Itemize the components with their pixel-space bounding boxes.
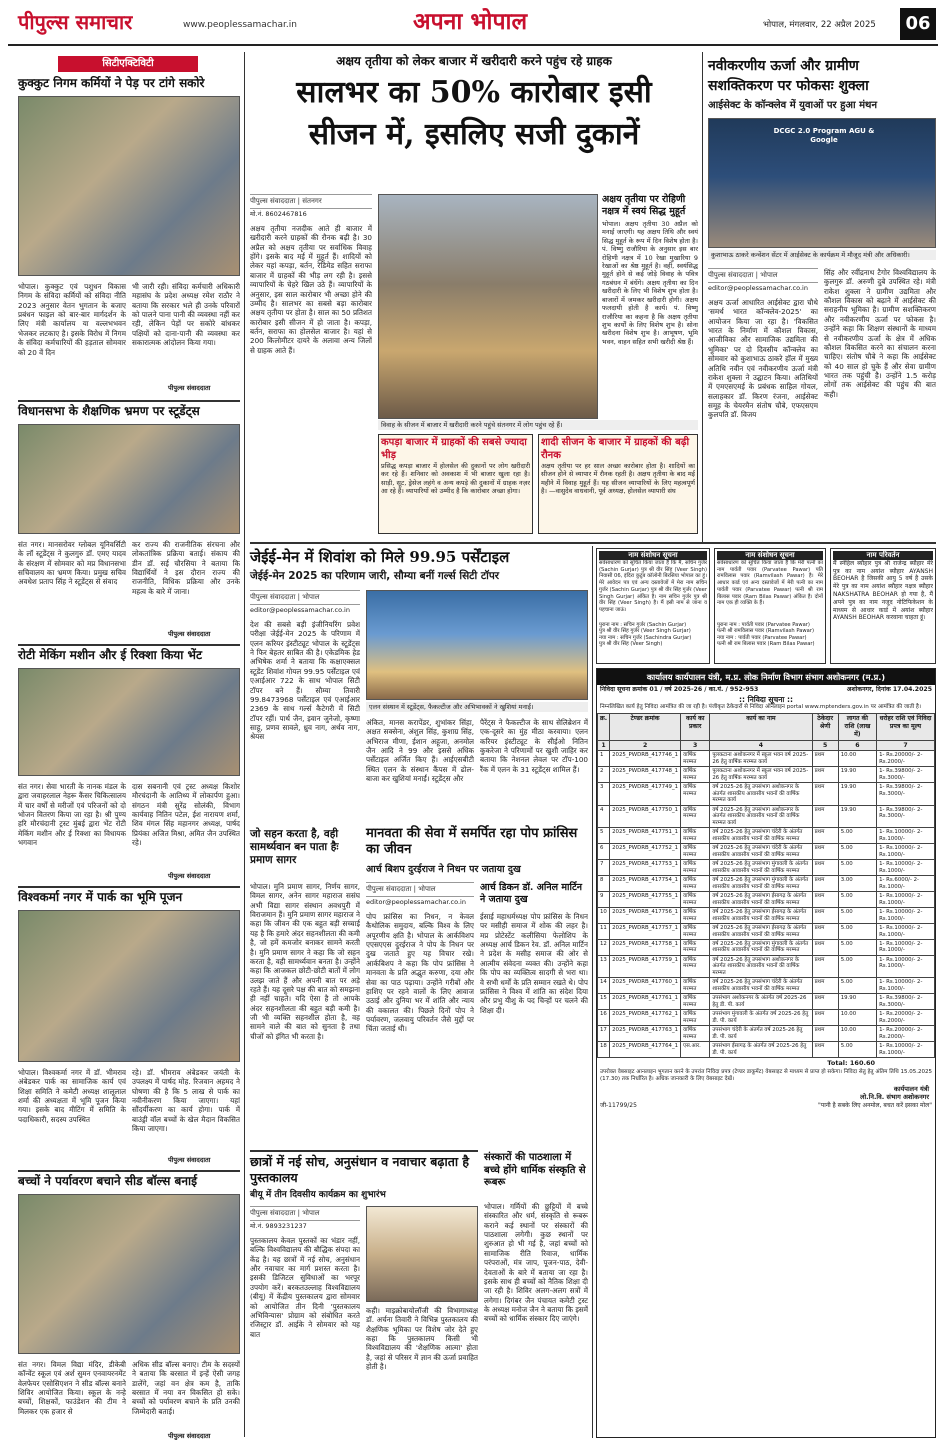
jee-col2: अंकित, मानस करापेंडर, शुभांकर सिंहा, अक्षत सक्सेना, अंशुल सिंह, कुशाग्र सिंह, अभिराज मीणा, ईशान अहूजा, अनमोल जैन आदि ने 99 और इससे अधिक पर्सेंटाइल अर्जित किए हैं। आईएसबीटी स्थित एलन के संस्थान कैंपस में ढोल-बाजा कर खुशियां मनाईं। स्टूडेंट्स और xyxy=(366,718,474,784)
library-mobile: मो.नं. 9893231237 xyxy=(250,1222,307,1230)
section-title: अपना भोपाल xyxy=(413,8,528,35)
table-cell: प्रथम xyxy=(812,939,838,955)
table-cell: 4 xyxy=(598,805,610,827)
pope-byline: पीपुल्स संवाददाता | भोपाल xyxy=(366,882,474,897)
table-cell: प्रथम xyxy=(812,1010,838,1026)
story-4-photo xyxy=(18,910,240,1062)
lead-story xyxy=(250,54,698,538)
sanskar-story xyxy=(484,1152,588,1438)
table-cell: 2025_PWDRB_417761_1 xyxy=(610,994,681,1010)
tender-bottom xyxy=(597,1102,935,1110)
table-cell: वर्ष 2025-26 हेतु उपसंभाग ईसागढ़ के अंतर्गत शासकीय आवासीय भवनों की वार्षिक मरम्मत xyxy=(710,924,812,940)
table-cell: 12 xyxy=(598,939,610,955)
renewable-title-1: नवीकरणीय ऊर्जा और ग्रामीण xyxy=(708,58,859,74)
lead-sub1 xyxy=(378,434,533,534)
notice-2-body: सर्वसाधारण को सूचित किया जाता है कि मेरी पत्नी का नाम पार्वती पवार (Parvatee Pawar) पति रामविलास पवार (Ramvilash Pawar) है। मेरे आधार कार्ड एवं अन्य दस्तावेजों में मेरी पत्नी का नाम पार्वती पवार (Parvatee Pawar) पत्नी श्री राम बिलास पवार (Ram Bilas Pawar) अंकित है। दोनों नाम एक ही व्यक्ति के हैं। xyxy=(717,559,823,607)
table-cell: वार्षिक मरम्मत xyxy=(681,978,710,994)
jee-byline: पीपुल्स संवाददाता | भोपाल xyxy=(250,590,360,605)
jee-subtitle: जेईई-मेन 2025 का परिणाम जारी, सौम्या बनीं गर्ल्स सिटी टॉपर xyxy=(250,570,500,582)
table-cell: पुलकटाना अशोकनगर में स्कूल भवन वर्ष 2025-26 हेतु वार्षिक मरम्मत कार्य xyxy=(710,767,812,783)
table-cell: प्रथम xyxy=(812,805,838,827)
table-row xyxy=(598,828,935,844)
table-cell: उपसंभाग ईसागढ़ के अंतर्गत वर्ष 2025-26 हेतु डी. पी. कार्य xyxy=(710,1042,812,1058)
table-cell: 2025_PWDRB_417763_1 xyxy=(610,1026,681,1042)
table-column-number: 3 xyxy=(681,740,710,751)
table-cell: 19.90 xyxy=(838,783,876,805)
table-cell: वर्ष 2025-26 हेतु उपसंभाग मुंगावली के अंतर्गत शासकीय आवासीय भवनों की वार्षिक मरम्मत xyxy=(710,860,812,876)
library-title: छात्रों में नई सोच, अनुसंधान व नवाचार बढ़ाता है पुस्तकालय xyxy=(250,1154,470,1185)
table-cell: 2025_PWDRB_417750_1 xyxy=(610,805,681,827)
notice-2-line: पुराना नाम : पार्वती पवार (Parvatee Pawar) xyxy=(717,621,810,628)
table-cell: 14 xyxy=(598,978,610,994)
table-cell: वार्षिक मरम्मत xyxy=(681,844,710,860)
table-cell: उपसंभाग मुंगावली के अंतर्गत वर्ष 2025-26 हेतु डी. पी. कार्य xyxy=(710,1010,812,1026)
story-5-photo xyxy=(18,1194,240,1354)
tender-notice xyxy=(596,668,936,1438)
table-header: कार्य का प्रकार xyxy=(681,714,710,740)
table-cell: प्रथम xyxy=(812,1042,838,1058)
divider xyxy=(18,886,240,888)
lead-kicker: अक्षय तृतीया को लेकर बाजार में खरीदारी करने पहुंच रहे ग्राहक xyxy=(336,54,612,68)
lead-side-title: अक्षय तृतीया पर रोहिणी नक्षत्र में स्वयं सिद्ध मुहूर्त xyxy=(602,194,686,217)
tender-total-row xyxy=(597,1058,935,1068)
renewable-col2: सिंह और रवींद्रनाथ टैगोर विश्वविद्यालय के कुलगुरु डॉ. अरुणी दुबे उपस्थित रहे। मंत्री राकेश शुक्ला ने ग्रामीण उद्यमिता और कौशल विकास को बढ़ाने में आईसेक्ट की सराहनीय भूमिका है। ग्रामीण सशक्तिकरण और नवीकरणीय ऊर्जा पर फोकस है। उन्होंने कहा कि शिक्षण संस्थानों के माध्यम से नवीकरणीय ऊर्जा के क्षेत्र में अधिक कौशल विकसित करने का संचालन करना चाहिए। संतोष चौबे ने कहा कि आईसेक्ट को 40 साल हो चुके हैं और सेवा ग्रामीण भारत तक पहुंची है। उन्होंने 1.5 करोड़ लोगों तक आईसेक्ट की पहुंच की बात कही। xyxy=(824,268,936,399)
story-2-col2: कर राज्य की राजनीतिक संरचना और लोकतांत्रिक प्रक्रिया बताई। संकाय की डीन डॉ. सई चौरसिया ने बताया कि विद्यार्थियों ने इस दौरान राज्य की राजनीति, विधिक प्रक्रिया और उनके महत्व के बारे में जाना। xyxy=(132,540,240,596)
notice-1-line: पुत्र श्री वीर सिंह (Veer Singh) xyxy=(599,641,663,648)
renewable-story xyxy=(708,54,936,540)
table-cell: 2025_PWDRB_417759_1 xyxy=(610,955,681,977)
table-cell: 2025_PWDRB_417753_1 xyxy=(610,860,681,876)
table-row xyxy=(598,908,935,924)
table-cell: 1- Rs.10000/- 2- Rs.1000/- xyxy=(877,908,935,924)
table-cell: 5.00 xyxy=(838,978,876,994)
table-cell: प्रथम xyxy=(812,955,838,977)
table-cell: 10.00 xyxy=(838,751,876,767)
table-row xyxy=(598,994,935,1010)
table-cell: 1- Rs.10000/- 2- Rs.1000/- xyxy=(877,844,935,860)
table-row xyxy=(598,892,935,908)
table-row xyxy=(598,1026,935,1042)
lead-headline-2: सीजन में, इसलिए सजी दुकानें xyxy=(308,117,640,152)
library-subtitle: बीयू में तीन दिवसीय कार्यक्रम का शुभारंभ xyxy=(250,1190,386,1200)
pope-subtitle: आर्च बिशप दुरईराज ने निधन पर जताया दुख xyxy=(366,864,521,875)
table-cell: वार्षिक मरम्मत xyxy=(681,1010,710,1026)
lead-headline-1: सालभर का 50% कारोबार इसी xyxy=(296,75,652,110)
table-row xyxy=(598,1042,935,1058)
table-cell: वर्ष 2025-26 हेतु उपसंभाग चंदेरी के अंतर्गत शासकीय आवासीय भवनों की वार्षिक मरम्मत xyxy=(710,978,812,994)
notice-2-line: पत्नी श्री राम बिलास पवार (Ram Bilas Pawar) xyxy=(717,641,815,648)
library-byline: पीपुल्स संवाददाता | भोपाल xyxy=(250,1206,360,1221)
table-cell: वार्षिक मरम्मत xyxy=(681,924,710,940)
renewable-caption: कुशाभाऊ ठाकरे कन्वेंशन सेंटर में आईसेक्ट के कार्यक्रम में मौजूद मंत्री और अधिकारी। xyxy=(708,250,936,260)
table-cell: 10.00 xyxy=(838,1010,876,1026)
table-header: धरोहर राशि एवं निविदा प्रपत्र का मूल्य xyxy=(877,714,935,740)
table-cell: 5.00 xyxy=(838,860,876,876)
lead-byline: पीपुल्स संवाददाता | संतनगर xyxy=(250,194,372,209)
table-cell: प्रथम xyxy=(812,908,838,924)
tender-date: अशोकनगर, दिनांक 17.04.2025 xyxy=(846,686,932,694)
table-cell: वार्षिक मरम्मत xyxy=(681,767,710,783)
renewable-photo xyxy=(708,118,936,248)
tender-meta xyxy=(597,685,935,695)
table-cell: 1- Rs.10000/- 2- Rs.1000/- xyxy=(877,860,935,876)
table-cell: प्रथम xyxy=(812,924,838,940)
table-cell: वार्षिक मरम्मत xyxy=(681,994,710,1010)
table-column-number: 1 xyxy=(598,740,610,751)
table-cell: वर्ष 2025-26 हेतु उपसंभाग चंदेरी के अंतर्गत शासकीय आवासीय भवनों की वार्षिक मरम्मत xyxy=(710,828,812,844)
table-cell: 2025_PWDRB_417756_1 xyxy=(610,908,681,924)
sagar-title: जो सहन करता है, वही सामर्थ्यवान बन पाता हैः प्रमाण सागर xyxy=(250,828,339,867)
renewable-col1: अक्षय ऊर्जा आधारित आईसेक्ट द्वारा चौथे 'समर्थ भारत कॉन्क्लेव-2025' का आयोजन किया जा रहा है। 'विकसित भारत के निर्माण में कौशल विकास, आजीविका और सामाजिक उद्यमिता की भूमिका' पर दो दिवसीय कॉन्क्लेव का सोमवार को कुशाभाऊ ठाकरे हॉल में मुख्य अतिथि नवीन एवं नवीकरणीय ऊर्जा मंत्री राकेश शुक्ला ने उद्घाटन किया। अतिथियों में एमएसएमई के प्रबंधक साहिल गोयल, सलाहकार डॉ. किरण रंजना, आईसेक्ट समूह के चेयरमैन संतोष चौबे, एफएसएम कुलपति डॉ. विजय xyxy=(708,298,818,420)
table-cell: वार्षिक मरम्मत xyxy=(681,751,710,767)
table-cell: 2025_PWDRB_417762_1 xyxy=(610,1010,681,1026)
notice-2-title: नाम संशोधन सूचना xyxy=(717,551,823,560)
table-cell: 5.00 xyxy=(838,892,876,908)
table-row xyxy=(598,955,935,977)
table-row xyxy=(598,767,935,783)
table-cell: 1- Rs.10000/- 2- Rs.1000/- xyxy=(877,924,935,940)
table-column-number: 4 xyxy=(710,740,812,751)
table-cell: प्रथम xyxy=(812,860,838,876)
story-5-byline: पीपुल्स संवाददाता xyxy=(168,1432,211,1440)
tender-dept: कार्यालय कार्यपालन यंत्री, म.प्र. लोक निर्माण विभाग संभाग अशोकनगर (म.प्र.) xyxy=(597,669,935,685)
tender-total-label: Total: xyxy=(827,1059,848,1068)
table-cell: 1- Rs.10000/- 2- Rs.1000/- xyxy=(877,1042,935,1058)
table-cell: 1- Rs.10000/- 2- Rs.1000/- xyxy=(877,978,935,994)
table-row xyxy=(598,751,935,767)
signature-line-2: लो.नि.वि. संभाग अशोकनगर xyxy=(860,1093,929,1102)
jee-col1: देश की सबसे बड़ी इंजीनियरिंग प्रवेश परीक्षा जेईई-मेन 2025 के परिणाम में एलन करियर इंस्टीट्यूट भोपाल के स्टूडेंट्स ने फिर बेहतर साबित की है। एकेडमिक हेड अभिषेक शर्मा ने बताया कि कक्षाएक्सल स्टूडेंट शिवांश गोयल 99.95 पर्सेंटाइल एवं एआईआर 722 के साथ भोपाल सिटी टॉपर बने हैं। सौम्या तिवारी 99.8473968 पर्सेंटाइल एवं एआईआर 2369 के साथ गर्ल्स कैटेगरी में सिटी टॉपर रहीं। पार्थ जैन, इवान जुनेजो, कृष्णा साहू, प्रणव सावले, ध्रुव नाग, अर्थव नाग, श्रेयस xyxy=(250,620,360,742)
divider xyxy=(250,1150,478,1152)
table-cell: 1- Rs.39800/- 2- Rs.3000/- xyxy=(877,994,935,1010)
pope-story xyxy=(366,826,588,1148)
table-cell: 18 xyxy=(598,1042,610,1058)
story-1-col2: भी जारी रही। संविदा कर्मचारी अधिकारी महासंघ के प्रदेश अध्यक्ष रमेश राठौर ने बताया कि सरकार भले ही उनके परिवारों को पालने पाना पानी की व्यवस्था नहीं कर रही, लेकिन पेड़ों पर सकोरे बांधकर पक्षियों को दाना-पानी की व्यवस्था कर सकारात्मक आंदोलन किया गया। xyxy=(132,282,240,348)
table-row xyxy=(598,978,935,994)
tender-footer: उपरोक्त वेबसाइट आनलाइन भुगतान करने के उपरांत निविदा प्रपत्र (टेण्डर डाकूमेंट) वेबसाइट से माध्यम से प्राप्त हो सकेगा। निविदा सेतु हेतु अंतिम तिथि 15.05.2025 (17.30) तक निर्धारित है। अधिक जानकारी के लिए वेबसाइट देखें। xyxy=(600,1069,932,1083)
pope-side-title: आर्च डिकन डॉ. अनिल मार्टिन ने जताया दुख xyxy=(480,882,583,905)
story-2-col1: संत नगर। मानसरोवर ग्लोबल यूनिवर्सिटी के लॉ स्टूडेंट्स ने कुलगुरु डॉ. एमए यादव के संरक्षण में सोमवार को मप्र विधानसभा सचिवालय का भ्रमण किया। प्रमुख सचिव अवधेश प्रताप सिंह ने स्टूडेंट्स से संवाद xyxy=(18,540,126,587)
story-3-byline: पीपुल्स संवाददाता xyxy=(168,872,211,880)
table-cell: प्रथम xyxy=(812,767,838,783)
jee-col3: पैरेंट्स ने फैकल्टीज के साथ सेलिब्रेशन में एक-दूसरे का मुंह मीठा करवाया। एलन करियर इंस्टीट्यूट के सीईओ नितिन कुकरेजा ने परिणामों पर खुशी जाहिर कर बताया कि नेशनल लेवल पर टॉप-100 रैंक में एलन के 31 स्टूडेंट्स शामिल हैं। xyxy=(480,718,588,774)
jee-photo xyxy=(366,590,588,700)
table-row xyxy=(598,805,935,827)
lead-sub1-title: कपड़ा बाजार में ग्राहकों की सबसे ज्यादा भीड़ xyxy=(381,437,527,461)
table-cell: वार्षिक मरम्मत xyxy=(681,955,710,977)
story-4-col2: रहे। डॉ. भीमराव अंबेडकर जयंती के उपलक्ष्य में पार्षद मोह. रिजवान अहमद ने घोषणा की है कि 5 लाख से पार्क का नवीनीकरण किया जाएगा। यहां सौंदर्यीकरण का कार्य होगा। पार्क में बाउंड्री वॉल बच्चों के खेल मैदान विकसित किया जाएगा। xyxy=(132,1068,240,1134)
renewable-subtitle: आईसेक्ट के कॉन्क्लेव में युवाओं पर हुआ मंथन xyxy=(708,100,877,111)
table-cell: 17 xyxy=(598,1026,610,1042)
table-cell: वर्ष 2025-26 हेतु उपसंभाग ईसागढ़ के अंतर्गत शासकीय आवासीय भवनों की वार्षिक मरम्मत xyxy=(710,892,812,908)
table-cell: 1- Rs.10000/- 2- Rs.1000/- xyxy=(877,828,935,844)
pope-title: मानवता की सेवा में समर्पित रहा पोप फ्रांसिस का जीवन xyxy=(366,826,578,858)
sagar-body: भोपाल। मुनि प्रमाण सागर, निर्णय सागर, विमल सागर, अनेन सागर महाराज ससंघ अभी विद्या सागर संस्थान अवधपुरी में विराजमान हैं। मुनि प्रमाण सागर महाराज ने कहा कि जीवन की एक बहुत बड़ी सच्चाई यह है कि हमारे अंदर सहनशीलता की कमी है, जो हमें कमजोर बनाकर सामने करती है। मुनि प्रमाण सागर ने कहा कि जो सहन करता है, वही सामर्थ्यवान बनता है। उन्होंने कहा कि आजकल छोटी-छोटी बातों में लोग उलझ जाते हैं और अपनी बात पर अड़े रहते हैं। यह दूसरे पक्ष की बात को समझना ही नहीं चाहते। यदि ऐसा है तो आपके अंदर सहनशीलता की बहुत बड़ी कमी है। जी भी व्यक्ति सहनशील होता है, वह सामने वाले की बात को सुनता है तथा चीजों को इंगित भी करता है। xyxy=(250,882,360,1041)
table-column-number: 6 xyxy=(838,740,876,751)
table-cell: 5 xyxy=(598,828,610,844)
table-cell: 19.90 xyxy=(838,805,876,827)
table-cell: वर्ष 2025-26 हेतु उपसंभाग अशोकनगर के अंतर्गत शासकीय आवासीय भवनों की वार्षिक मरम्मत xyxy=(710,955,812,977)
jee-story xyxy=(250,548,588,824)
notice-3 xyxy=(830,548,936,664)
divider xyxy=(18,644,240,646)
table-cell: प्रथम xyxy=(812,828,838,844)
table-cell: उपसंभाग अशोकनगर के अंतर्गत वर्ष 2025-26 हेतु डी. पी. कार्य xyxy=(710,994,812,1010)
table-cell: 5.00 xyxy=(838,955,876,977)
table-header: कार्य का नाम xyxy=(710,714,812,740)
lead-photo-caption: विवाह के सीजन में बाजार में खरीदारी करने पहुंचे संतनगर में लोग पहुंच रहे हैं। xyxy=(378,420,698,430)
table-cell: 19.90 xyxy=(838,994,876,1010)
section-tag: सिटीएक्टिविटी xyxy=(58,56,198,72)
table-cell: एस.आर. xyxy=(681,1042,710,1058)
column-rule xyxy=(592,546,593,1438)
lead-sub2 xyxy=(538,434,698,534)
page-number: 06 xyxy=(900,8,936,40)
story-1-photo xyxy=(18,96,240,276)
story-4-title: विश्वकर्मा नगर में पार्क का भूमि पूजन xyxy=(18,890,183,904)
table-cell: 1- Rs.20000/- 2- Rs.2000/- xyxy=(877,1010,935,1026)
table-header: ठेकेदार श्रेणी xyxy=(812,714,838,740)
table-header: टेण्डर क्रमांक xyxy=(610,714,681,740)
notice-3-body: मैं स्नेहिल ब्यौहार पुत्र श्री राजेन्द्र ब्यौहार मेरे पुत्र का नाम अयांश ब्यौहार AYANSH BEOHAR है जिसकी आयु 5 वर्ष है उसके मेरे पुत्र का नाम अयांश ब्यौहार नक्षत्र ब्यौहार NAKSHATRA BEOHAR हो गया है, मैं अपने पुत्र का नाम नजूद नोटिफिकेशन के माध्यम से आधार कार्ड में अयांश ब्यौहार AYANSH BEOHAR करवाना चाहता हूं। xyxy=(833,559,933,622)
table-cell: वार्षिक मरम्मत xyxy=(681,1026,710,1042)
table-header: क्र. xyxy=(598,714,610,740)
table-cell: वार्षिक मरम्मत xyxy=(681,908,710,924)
table-cell: 1- Rs.10000/- 2- Rs.1000/- xyxy=(877,939,935,955)
tender-signature xyxy=(597,1084,935,1102)
table-row xyxy=(598,783,935,805)
table-cell: 10.00 xyxy=(838,1026,876,1042)
story-5-col1: संत नगर। विमल विद्या मंदिर, डीकेबी कॉन्वेंट स्कूल एवं अर्श सुमन एनवायरनमेंट वेलफेयर एसोसिएशन ने सीड बॉल्स बनाने शिविर आयोजित किया। स्कूल के नन्हे बच्चों, शिक्षकों, फाउंडेशन की टीम ने मिलकर एक हजार से xyxy=(18,1360,126,1416)
divider xyxy=(250,542,936,544)
lead-sub1-body: प्रसिद्ध कपड़ा बाजार में होलसेल की दुकानों पर लोग खरीदारी कर रहे हैं। शनिवार को अवकाश में भी बाजार खुला रहा है। साड़ी, सूट, ड्रेसेज लहंगे व अन्य कपड़े की दुकानों में ग्राहक नज़र आ रहे हैं। व्यापारियों को उम्मीद है कि कारोबार अच्छा होगा। xyxy=(381,462,530,496)
table-cell: 3 xyxy=(598,783,610,805)
left-column xyxy=(18,52,240,1442)
table-cell: 1- Rs.39800/- 2- Rs.3000/- xyxy=(877,783,935,805)
table-cell: 2025_PWDRB_417746_1 xyxy=(610,751,681,767)
notice-2-line: नया नाम : पार्वती पवार (Parvatee Pawar) xyxy=(717,634,807,641)
table-cell: प्रथम xyxy=(812,844,838,860)
table-cell: 9 xyxy=(598,892,610,908)
table-cell: 2025_PWDRB_417757_1 xyxy=(610,924,681,940)
table-cell: वर्ष 2025-26 हेतु उपसंभाग ईसागढ़ के अंतर्गत शासकीय आवासीय भवनों की वार्षिक मरम्मत xyxy=(710,908,812,924)
logo: पीपुल्स समाचार xyxy=(18,10,133,34)
divider xyxy=(18,1170,240,1172)
table-cell: प्रथम xyxy=(812,1026,838,1042)
sanskar-title: संस्कारों की पाठशाला में बच्चे होंगे धार्मिक संस्कृति से रूबरू xyxy=(484,1152,586,1188)
notice-1-line: नया नाम : सचिन गुर्जर (Sachindra Gurjar) xyxy=(599,634,692,641)
table-cell: प्रथम xyxy=(812,751,838,767)
sagar-story xyxy=(250,828,360,1148)
table-cell: प्रथम xyxy=(812,978,838,994)
pope-email: editor@peoplessamachar.co.in xyxy=(366,898,466,906)
notice-1-body: सर्वसाधारण को सूचित किया जाता है कि मैं, सचिन गुर्जर (Sachin Gurjar) पुत्र श्री वीर सिंह (Veer Singh) निवासी 06, इंदिरा कुटुंब कॉलोनी बिरसिया भोपाल का हूं। मेरे आवेदन पत्र एवं अन्य दस्तावेजों में मेरा नाम सचिन गुर्जर (Sachin Gurjar) पुत्र श्री वीर सिंह गुर्जर (Veer Singh Gurjar) अंकित है। नाम सचिन गुर्जर पुत्र श्री वीर सिंह (Veer Singh) है। मैं इसी नाम से जाना व पहचाना जाऊं। xyxy=(599,559,707,613)
notice-1-line: पुराना नाम : सचिन गुर्जर (Sachin Gurjar) xyxy=(599,621,687,628)
table-cell: 5.00 xyxy=(838,908,876,924)
notice-2 xyxy=(714,548,826,664)
story-2-title: विधानसभा के शैक्षणिक भ्रमण पर स्टूडेंट्स xyxy=(18,404,200,418)
table-cell: प्रथम xyxy=(812,783,838,805)
ro-number: जी-11799/25 xyxy=(600,1102,637,1110)
jee-title: जेईई-मेन में शिवांश को मिले 99.95 पर्सेंटाइल xyxy=(250,548,510,566)
table-cell: वर्ष 2025-26 हेतु उपसंभाग चंदेरी के अंतर्गत शासकीय आवासीय भवनों की वार्षिक मरम्मत xyxy=(710,844,812,860)
table-cell: 16 xyxy=(598,1010,610,1026)
lead-sidebar xyxy=(602,194,698,430)
column-rule xyxy=(244,52,245,1437)
table-cell: प्रथम xyxy=(812,876,838,892)
pope-col1: पोप फ्रांसिस का निधन, न केवल कैथोलिक समुदाय, बल्कि विश्व के लिए अपूरणीय क्षति है। भोपाल के आर्कविशप एएसएएस दुरईराज ने पोप के निधन पर दुख जताते हुए यह विचार रखे। आर्कबिशप ने कहा कि पोप फ्रांसिस ने मानवता के प्रति अद्भुत करुणा, दया और सेवा का पाठ पढ़ाया। उन्होंने गरीबों और हाशिए पर रहने वालों के लिए आवाज उठाई और दुनिया भर में शांति और न्याय की वकालत की। पिछले दिनों पोप ने पर्यावरण, जलवायु परिवर्तन जैसे मुद्दों पर चिंता जताई थी। xyxy=(366,912,474,1034)
table-cell: 2025_PWDRB_417749_1 xyxy=(610,783,681,805)
table-cell: 15 xyxy=(598,994,610,1010)
table-cell: प्रथम xyxy=(812,994,838,1010)
table-cell: 8 xyxy=(598,876,610,892)
table-cell: 10 xyxy=(598,908,610,924)
jee-email: editor@peoplessamachar.co.in xyxy=(250,606,350,614)
story-2-photo xyxy=(18,424,240,534)
story-3-photo xyxy=(18,668,240,776)
story-3-title: रोटी मेकिंग मशीन और ई रिक्शा किया भेंट xyxy=(18,648,203,662)
slogan: "पानी है सबके लिए अनमोल, बचत करें इसका मोल" xyxy=(818,1102,932,1110)
sanskar-body: भोपाल। गर्मियों की छुट्टियों में बच्चे संस्कारित और धर्म, संस्कृति से रूबरू कराने कई स्थानों पर संस्कारों की पाठशाला लगेगी। कुछ स्थानों पर शुरुआत हो भी गई है, जहां बच्चों को सामाजिक रीति रिवाज, धार्मिक परंपराओं, मंत्र जाप, पूजन-पाठ, देवी-देवताओं के बारे में बताया जा रहा है। इसके साथ ही बच्चों को नैतिक शिक्षा दी जा रही है। शिविर अलग-अलग सत्रों में लगेगा। दिगंबर जैन पंचायत कमेटी ट्रस्ट के अध्यक्ष मनोज जैन ने बताया कि इसमें बच्चों को धार्मिक संस्कार दिए जाएंगे। xyxy=(484,1202,588,1324)
lead-side-body: भोपाल। अक्षय तृतीया 30 अप्रैल को मनाई जाएगी। यह अक्षय तिथि और स्वयं सिद्ध मुहूर्त के रूप में दिन विशेष होता है। पं. विष्णु राजौरिया के अनुसार इस बार रोहिणी नक्षत्र में 10 रेखा मुखारिया 9 रेखाओं का श्रेष्ठ मुहूर्त है। वहीं, स्वयंसिद्ध मुहूर्त होने से कई जोड़े विवाह के पवित्र गठबंधन में बंधेंगे। अक्षय तृतीया का दिन खरीदारी के लिए भी विशेष शुभ होता है। बाजारों में जमकर खरीदारी होगी। अक्षय फलदायी होती है कार्य। पं. विष्णु राजौरिया का कहना है कि अक्षय तृतीया शुभ कार्यों के लिए विशेष शुभ है। सोना खरीदना विशेष शुभ है। आभूषण, भूमि भवन, वाहन सहित सभी खरीदी श्रेष्ठ हैं। xyxy=(602,219,698,346)
table-cell: 1 xyxy=(598,751,610,767)
table-cell: 11 xyxy=(598,924,610,940)
table-cell: 2025_PWDRB_417748_1 xyxy=(610,767,681,783)
lead-sub2-body: अक्षय तृतीया पर हर साल अच्छा कारोबार होता है। शादियों का सीजन होने से व्यापार में रौनक रहती है। अक्षय तृतीया के बाद मई महीने में विवाह मुहूर्त हैं। यह सीजन व्यापारियों के लिए महत्वपूर्ण है। —वासुदेव वाधवानी, पूर्व अध्यक्ष, होलसेल व्यापारी संघ xyxy=(541,462,695,496)
notice-1-line: पुत्र श्री वीर सिंह गुर्जर (Veer Singh Gurjar) xyxy=(599,628,691,635)
table-cell: वार्षिक मरम्मत xyxy=(681,805,710,827)
table-cell: वार्षिक मरम्मत xyxy=(681,860,710,876)
story-1-byline: पीपुल्स संवाददाता xyxy=(168,384,211,392)
notice-1 xyxy=(596,548,710,664)
table-row xyxy=(598,844,935,860)
lead-sub2-title: शादी सीजन के बाजार में ग्राहकों की बढ़ी रौनक xyxy=(541,437,690,461)
jee-caption: एलन संस्थान में स्टूडेंट्स, फैकल्टीज और अभिभावकों ने खुशियां मनाईं। xyxy=(366,702,588,712)
story-2-byline: पीपुल्स संवाददाता xyxy=(168,630,211,638)
table-cell: 2025_PWDRB_417764_1 xyxy=(610,1042,681,1058)
table-cell: 6 xyxy=(598,844,610,860)
story-4-byline: पीपुल्स संवाददाता xyxy=(168,1156,211,1164)
library-col2: कही। माइक्रोबायोलॉजी की विभागाध्यक्ष डॉ. अर्चना तिवारी ने विभिन्न पुस्तकालय की शैक्षणिक भूमिका पर विशेष जोर देते हुए कहा कि पुस्तकालय किसी भी विश्वविद्यालय की 'शैक्षणिक आत्मा' होता है, जहां से परिसर में ज्ञान की ऊर्जा प्रवाहित होती है। xyxy=(366,1306,478,1372)
table-cell: 2025_PWDRB_417758_1 xyxy=(610,939,681,955)
table-cell: 2025_PWDRB_417754_1 xyxy=(610,876,681,892)
table-cell: 2 xyxy=(598,767,610,783)
table-cell: 5.00 xyxy=(838,939,876,955)
masthead xyxy=(8,6,938,46)
story-3-col2: दास सबनानी एवं ट्रस्ट अध्यक्ष किशोर मौरचंदानी के आतिथ्य में लोकार्पण हुआ। संगठन मंत्री सुरेंद्र सोलंकी, विभाग कार्यवाह नितिन पटेल, ईश नारायण शर्मा, शिव मंगल सिंह महानगर अध्यक्ष, पार्षद प्रियंका अजित मिश्रा, अमित जैन उपस्थित रहे। xyxy=(132,782,240,848)
table-cell: 1- Rs.6000/- 2- Rs.1000/- xyxy=(877,876,935,892)
table-cell: वर्ष 2025-26 हेतु उपसंभाग अशोकनगर के अंतर्गत शासकीय आवासीय भवनों की वार्षिक मरम्मत कार्य xyxy=(710,783,812,805)
library-col1: पुस्तकालय केवल पुस्तकों का भंडार नहीं, बल्कि विश्वविद्यालय की बौद्धिक संपदा का केंद्र है। यह छात्रों में नई सोच, अनुसंधान और नवाचार का मार्ग प्रशस्त करता है। इसकी डिजिटल सुविधाओं का भरपूर उपयोग करें। बरकतउल्लाह विश्वविद्यालय (बीयू) में केंद्रीय पुस्तकालय द्वारा सोमवार को आयोजित तीन दिनी 'पुस्तकालय अभिविन्यास' प्रोग्राम को संबोधित करते रजिस्ट्रार डॉ. आईके ने सोमवार को यह बात xyxy=(250,1236,360,1339)
table-cell: वर्ष 2025-26 हेतु उपसंभाग मुंगावली के अंतर्गत शासकीय आवासीय भवनों की वार्षिक मरम्मत xyxy=(710,939,812,955)
tender-number: निविदा सूचना क्रमांक 01 / वर्ष 2025-26 / का.यं. / 952-953 xyxy=(600,686,759,694)
table-cell: 7 xyxy=(598,860,610,876)
renewable-title-2: सशक्तिकरण पर फोकसः शुक्ला xyxy=(708,78,869,94)
table-cell: 5.00 xyxy=(838,924,876,940)
dateline: भोपाल, मंगलवार, 22 अप्रैल 2025 xyxy=(763,20,876,30)
table-row xyxy=(598,876,935,892)
table-cell: उपसंभाग चंदेरी के अंतर्गत वर्ष 2025-26 हेतु डी. पी. कार्य xyxy=(710,1026,812,1042)
story-1-col1: भोपाल। कुक्कुट एवं पशुधन विकास निगम के संविदा कर्मियों को संविदा नीति 2023 अनुसार वेतन भुगतान के बजाए प्रबंधन फाइल को बार-बार मार्गदर्शन के लिए मंत्री कार्यालय या वल्लभभवन भेजकर लटकाए है। इसके विरोध में निगम के संविदा कर्मचारियों की हड़ताल सोमवार को 20 वें दिन xyxy=(18,282,126,357)
table-cell: 5.00 xyxy=(838,844,876,860)
table-cell: वार्षिक मरम्मत xyxy=(681,876,710,892)
table-cell: पुलकटाना अशोकनगर में स्कूल भवन वर्ष 2025-26 हेतु वार्षिक मरम्मत कार्य xyxy=(710,751,812,767)
table-cell: वर्ष 2025-26 हेतु उपसंभाग मुंगावली के अंतर्गत शासकीय आवासीय भवनों की वार्षिक मरम्मत xyxy=(710,876,812,892)
table-row xyxy=(598,939,935,955)
tender-subhead: :: निविदा सूचना :: xyxy=(739,695,793,704)
pope-col2: ईसाई महाधर्मध्यक्ष पोप फ्रांसिस के निधन पर मसीही समाज में शोक की लहर है। मप्र प्रोटेस्टेंट कलीसिया फेलोशिप के अध्यक्ष आर्च डिकन रेव. डॉ. अनिल मार्टिन ने प्रदेश के मसीह समाज की ओर से आत्मीय संवेदना व्यक्त की। उन्होंने कहा कि पोप का व्यक्तित्व सादगी से भरा था। वे सभी धर्मों के प्रति सम्मान रखते थे। पोप फ्रांसिस ने विश्व में शांति का संदेश दिया और प्रभु यीशु के पद चिन्हों पर चलने की शिक्षा दी। xyxy=(480,912,588,1015)
notice-2-line: पत्नी श्री रामविलास पवार (Ramvilash Pawar) xyxy=(717,628,815,635)
divider xyxy=(18,400,240,402)
table-cell: 1- Rs.39800/- 2- Rs.3000/- xyxy=(877,767,935,783)
lead-photo xyxy=(378,194,598,419)
table-cell: 5.00 xyxy=(838,1042,876,1058)
table-cell: 2025_PWDRB_417755_1 xyxy=(610,892,681,908)
signature-line-1: कार्यपालन यंत्री xyxy=(893,1085,929,1094)
table-cell: वार्षिक मरम्मत xyxy=(681,783,710,805)
table-row xyxy=(598,860,935,876)
banner-text: DCGC 2.0 Program AGU & Google xyxy=(773,127,875,144)
table-cell: 2025_PWDRB_417752_1 xyxy=(610,844,681,860)
table-cell: 5.00 xyxy=(838,828,876,844)
renewable-email: editor@peoplessamachar.co.in xyxy=(708,284,808,292)
story-1-title: कुक्कुट निगम कर्मियों ने पेड़ पर टांगे सकोरे xyxy=(18,76,205,90)
website-link[interactable]: www.peoplessamachar.in xyxy=(183,20,297,30)
table-cell: वार्षिक मरम्मत xyxy=(681,939,710,955)
library-story xyxy=(250,1154,478,1438)
story-5-col2: अधिक सीड बॉल्स बनाए। टीम के सदस्यों ने बताया कि बरसात में इन्हें ऐसी जगह डालेंगे, जहां वन क्षेत्र कम है, ताकि बरसात में नया वन विकसित हो सके। बच्चों को पर्यावरण बचाने के प्रति उनकी जिम्मेदारी बताई। xyxy=(132,1360,240,1416)
table-cell: 1- Rs.10000/- 2- Rs.1000/- xyxy=(877,955,935,977)
tender-table xyxy=(597,713,935,1058)
table-cell: 13 xyxy=(598,955,610,977)
table-cell: वार्षिक मरम्मत xyxy=(681,828,710,844)
notice-1-title: नाम संशोधन सूचना xyxy=(599,551,707,560)
lead-col1: अक्षय तृतीया नजदीक आते ही बाजार में खरीदारी करने ग्राहकों की रौनक बढ़ी है। 30 अप्रैल को अक्षय तृतीया पर सर्वाधिक विवाह होंगे। इसके बाद मई में मुहूर्त हैं। शादियों को लेकर यहां कपड़ा, बर्तन, रेडिमेड सहित सराफा बाजार में ग्राहकों की भीड़ लग रही है। इससे व्यापारियों के चेहरे खिल उठे हैं। व्यापारियों के अनुसार, इस साल कारोबार भी अच्छा होने की उम्मीद है। सालभर का सबसे बड़ा कारोबार अक्षय तृतीया पर होता है। साल का 50 प्रतिशत कारोबार इसी सीजन में हो जाता है। कपड़ा, बर्तन, सराफा का होलसेल बाजार है। यहां से 200 किलोमीटर दायरे के अलावा अन्य जिलों से ग्राहक आते हैं। xyxy=(250,224,372,355)
library-photo xyxy=(366,1206,478,1302)
table-cell: 1- Rs.10000/- 2- Rs.1000/- xyxy=(877,892,935,908)
table-cell: 1- Rs.20000/- 2- Rs.2000/- xyxy=(877,1026,935,1042)
table-column-number: 5 xyxy=(812,740,838,751)
tender-total: 160.60 xyxy=(849,1059,875,1068)
table-cell: 2025_PWDRB_417751_1 xyxy=(610,828,681,844)
table-column-number: 7 xyxy=(877,740,935,751)
table-column-number: 2 xyxy=(610,740,681,751)
tender-intro: निम्नलिखित कार्य हेतु निविदा आमंत्रित की जा रही है। पंजीकृत ठेकेदारों से निविदा ऑनलाइन portal www.mptenders.gov.in पर आमंत्रित की जाती है। xyxy=(600,704,922,711)
table-row xyxy=(598,1010,935,1026)
table-cell: वार्षिक मरम्मत xyxy=(681,892,710,908)
table-row xyxy=(598,924,935,940)
table-cell: 3.00 xyxy=(838,876,876,892)
table-cell: वर्ष 2025-26 हेतु उपसंभाग अशोकनगर के अंतर्गत शासकीय आवासीय भवनों की वार्षिक मरम्मत कार्य xyxy=(710,805,812,827)
table-cell: 2025_PWDRB_417760_1 xyxy=(610,978,681,994)
table-cell: प्रथम xyxy=(812,892,838,908)
table-cell: 1- Rs.39800/- 2- Rs.3000/- xyxy=(877,805,935,827)
story-5-title: बच्चों ने पर्यावरण बचाने सीड बॉल्स बनाई xyxy=(18,1174,197,1188)
table-cell: 19.90 xyxy=(838,767,876,783)
notice-3-title: नाम परिवर्तन xyxy=(833,551,933,560)
column-rule xyxy=(702,52,703,542)
renewable-byline: पीपुल्स संवाददाता | भोपाल xyxy=(708,268,818,283)
table-header: लागत की राशि (लाख में) xyxy=(838,714,876,740)
story-4-col1: भोपाल। विश्वकर्मा नगर में डॉ. भीमराव अंबेडकर पार्क का सामाजिक कार्य एवं शिक्षा समिति ने कमेटी अध्यक्ष शालूलाल शर्मा की अध्यक्षता में भूमि पूजन किया गया। इसके बाद मीटिंग में समिति के पदाधिकारी, सदस्य उपस्थित xyxy=(18,1068,126,1124)
lead-mobile: मो.नं. 8602467816 xyxy=(250,210,307,218)
table-cell: 1- Rs.20000/- 2- Rs.2000/- xyxy=(877,751,935,767)
story-3-col1: संत नगर। सेवा भारती के नानक मंडल के द्वारा जवाहरलाल नेहरू कैंसर चिकित्सालय में चार वर्षों से मरीजों एवं परिजनों को दो भोजन वितरण किया जा रहा है। श्री पुण्य हरि मौरचंदानी ट्रस्ट मुंबई द्वारा भेंट रोटी मेकिंग मशीन और ई रिक्शा का विधायक भगवान xyxy=(18,782,126,848)
